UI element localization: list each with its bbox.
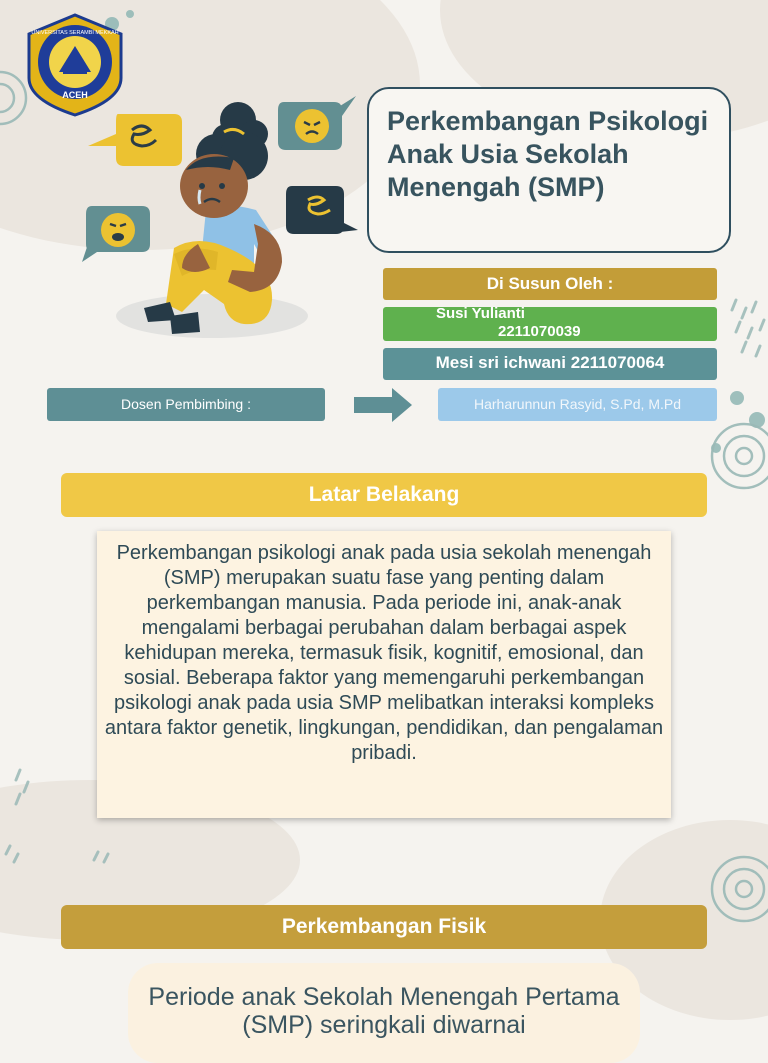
page-title: Perkembangan Psikologi Anak Usia Sekolah Menengah (SMP) — [387, 106, 709, 202]
speech-bubble-dark — [286, 186, 358, 234]
supervisor-label: Dosen Pembimbing : — [47, 388, 325, 421]
physical-paragraph-card: Periode anak Sekolah Menengah Pertama (SMP) seringkali diwarnai — [128, 963, 640, 1063]
section-heading-background: Latar Belakang — [61, 473, 707, 517]
authored-by-heading: Di Susun Oleh : — [383, 268, 717, 300]
background-paragraph-card: Perkembangan psikologi anak pada usia sekolah menengah (SMP) merupakan suatu fase yang penting dalam perkembangan manusia. Pada periode ini, anak-anak mengalami berbagai perubahan dalam berbagai aspek kehidupan mereka, termasuk fisik, kognitif, emosional, dan sosial. Beberapa faktor yang memengaruhi perkembangan psikologi anak pada usia SMP melibatkan interaksi kompleks antara faktor genetik, lingkungan, pendidikan, dan pengalaman pribadi. — [97, 531, 671, 818]
logo-ring-text: UNIVERSITAS SERAMBI MEKKAH — [31, 30, 119, 36]
logo-city-text: ACEH — [62, 90, 88, 100]
author-2-bar: Mesi sri ichwani 2211070064 — [383, 348, 717, 380]
arrow-right-icon — [352, 386, 414, 424]
speech-bubble-crying-teal — [82, 206, 150, 262]
supervisor-name: Harharunnun Rasyid, S.Pd, M.Pd — [438, 388, 717, 421]
author-1-name: Susi Yulianti — [436, 305, 525, 322]
speech-bubble-angry-teal — [278, 96, 356, 150]
worried-child-illustration — [78, 94, 362, 350]
section-heading-physical: Perkembangan Fisik — [61, 905, 707, 949]
author-1-bar — [383, 307, 717, 341]
author-1-id: 2211070039 — [498, 323, 581, 340]
speech-bubble-yellow — [88, 114, 182, 166]
title-card — [367, 87, 731, 253]
